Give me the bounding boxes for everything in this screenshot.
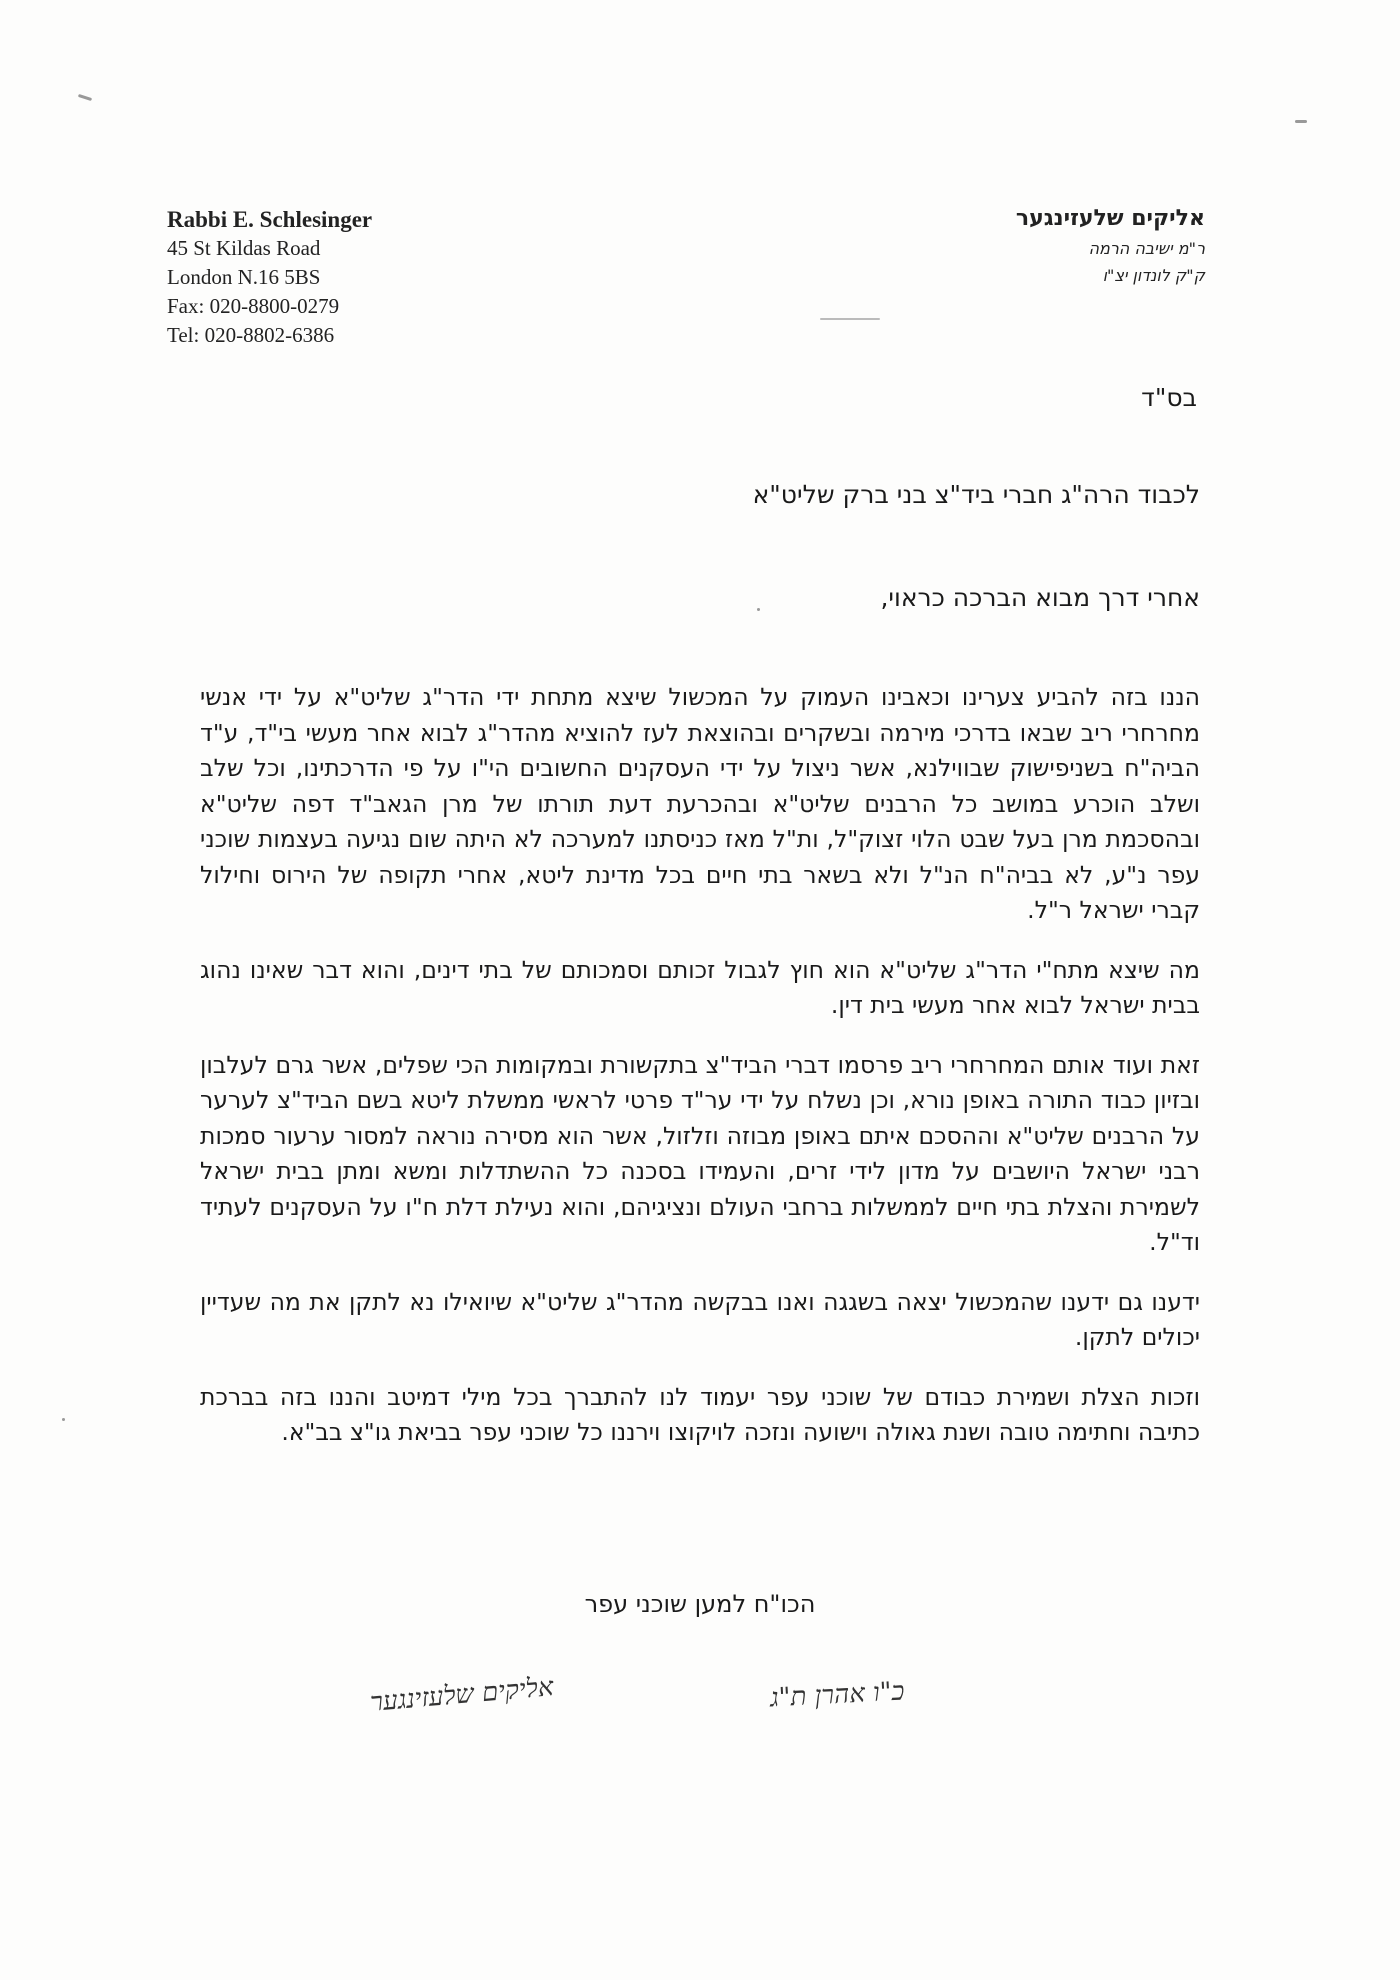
letterhead-english [167,205,487,350]
sender-fax: Fax: 020-8800-0279 [167,294,340,318]
signature-left: אליקים שלעזינגער [369,1672,555,1718]
greeting-line: אחרי דרך מבוא הברכה כראוי, [880,583,1200,612]
scan-speck [62,1418,65,1421]
scan-speck [820,318,880,320]
body-paragraph-3: זאת ועוד אותם המחרחרי ריב פרסמו דברי הביד"צ בתקשורת ובמקומות הכי שפלים, אשר גרם לעלבון ובזיון כבוד התורה באופן נורא, וכן נשלח על ידי ער"ד פרטי לראשי ממשלת ליטא בשם הביד"צ לערער על הרבנים שליט"א וההסכם איתם באופן מבוזה וזלזול, אשר הוא מסירה נוראה למסור ערעור סמכות רבני ישראל היושבים על מדון לידי זרים, והעמידו בסכנה כל ההשתדלות ומשא ומתן בבית ישראל לשמירת והצלת בתי חיים לממשלות ברחבי העולם ונציגיהם, והוא נעילת דלת ח"ו על העסקנים לעתיד וד"ל. [200,1050,1200,1256]
sender-title-line2: ק"ק לונדון יצ"ו [1102,266,1205,285]
sender-title-line1: ר"מ ישיבה הרמה [1088,239,1205,258]
letter-body [200,680,1200,1475]
sender-name-hebrew: אליקים שלעזינגער [1015,206,1205,231]
body-paragraph-4: ידענו גם ידענו שהמכשול יצאה בשגגה ואנו בבקשה מהדר"ג שליט"א שיואילו נא לתקן את מה שעדיין יכולים לתקן. [200,1287,1200,1351]
bsd-header: בס"ד [1141,383,1197,412]
body-paragraph-5: וזכות הצלת ושמירת כבודם של שוכני עפר יעמוד לנו להתברך בכל מילי דמיטב והננו בזה בברכת כתיבה וחתימה טובה ושנת גאולה וישועה ונזכה לויקוצו וירננו כל שוכני עפר בביאת גו"צ בב"א. [200,1382,1200,1446]
sender-address-line1: 45 St Kildas Road [167,236,321,260]
addressee-line: לכבוד הרה"ג חברי ביד"צ בני ברק שליט"א [752,480,1200,509]
body-paragraph-2: מה שיצא מתח"י הדר"ג שליט"א הוא חוץ לגבול זכותם וסמכותם של בתי דינים, והוא דבר שאינו נהוג בבית ישראל לבוא אחר מעשי בית דין. [200,955,1200,1019]
sender-name-english: Rabbi E. Schlesinger [167,207,373,232]
signature-right: כ"ו אהרן ת"ג [769,1676,906,1714]
body-paragraph-1: הננו בזה להביע צערינו וכאבינו העמוק על המכשול שיצא מתחת ידי הדר"ג שליט"א על ידי אנשי מחרחרי ריב שבאו בדרכי מירמה ובשקרים ובהוצאת לעז להוציא מהדר"ג לבוא אחר מעשי בי"ד, ע"ד הביה"ח בשניפישוק שבווילנא, אשר ניצול על ידי העסקנים החשובים הי"ו על פי הדרכתינו, וכל שלב ושלב הוכרע במושב כל הרבנים שליט"א ובהכרעת דעת תורתו של מרן הגאב"ד דפה שליט"א ובהסכמת מרן בעל שבט הלוי זצוק"ל, ות"ל מאז כניסתנו למערכה לא היתה שום נגיעה בעצמות שוכני עפר נ"ע, לא בביה"ח הנ"ל ולא בשאר בתי חיים בכל מדינת ליטא, אחרי תקופה של הירוס וחילול קברי ישראל ר"ל. [200,683,1200,924]
closing-line: הכו"ח למען שוכני עפר [584,1590,816,1618]
scan-speck [1295,120,1307,123]
scan-speck [78,94,92,101]
sender-address-line2: London N.16 5BS [167,265,321,289]
sender-tel: Tel: 020-8802-6386 [167,323,335,347]
letterhead-hebrew [865,203,1205,289]
scan-speck [757,608,760,611]
